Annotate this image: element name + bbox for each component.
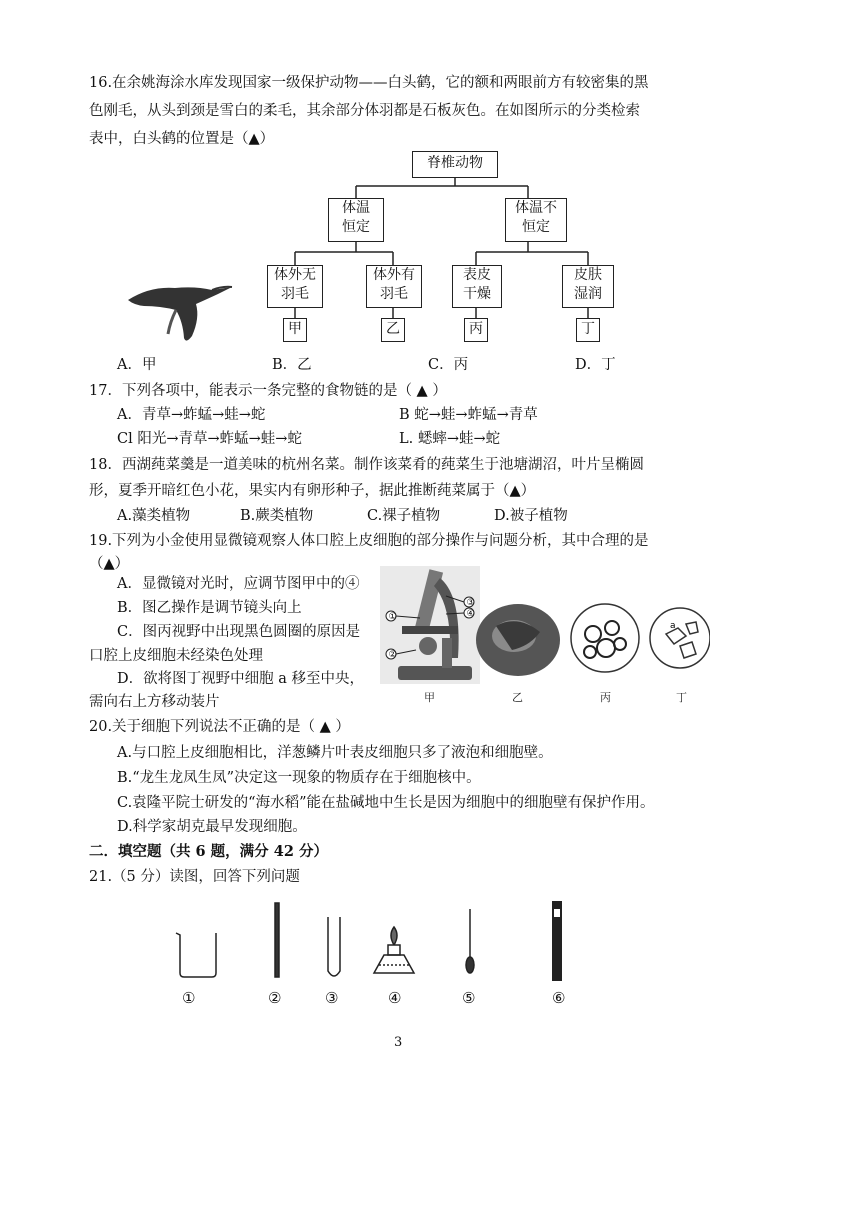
q19-option-d2: 需向右上方移动装片	[89, 694, 220, 710]
field-of-view-bing	[571, 604, 639, 672]
q21-stem: 21.（5 分）读图，回答下列问题	[89, 869, 300, 885]
label-jia: 甲	[424, 691, 435, 704]
test-tube-icon	[328, 917, 340, 976]
q19-line1: 19.下列为小金使用显微镜观察人体口腔上皮细胞的部分操作与问题分析，其中合理的是	[89, 533, 649, 549]
q18-line2: 形，夏季开暗红色小花，果实内有卵形种子，据此推断莼菜属于（▲）	[89, 483, 536, 499]
label-n1: ①	[388, 612, 397, 622]
lab-equipment-figure	[160, 895, 600, 1010]
label-1: ①	[182, 989, 196, 1007]
alcohol-lamp-icon	[374, 927, 414, 973]
field-of-view-ding	[650, 608, 710, 668]
tree-node-moist-skin: 皮肤 湿润	[562, 265, 614, 308]
q16-line1: 16.在余姚海涂水库发现国家一级保护动物——白头鹤，它的额和两眼前方有较密集的黑	[89, 75, 649, 91]
q16-option-c: C．丙	[428, 357, 469, 373]
beaker-icon	[176, 933, 216, 977]
label-cell-a: a	[670, 621, 676, 631]
page-number: 3	[394, 1035, 403, 1050]
q16-option-a: A．甲	[117, 357, 157, 373]
q19-line2: （▲）	[89, 556, 130, 572]
q20-stem: 20.关于细胞下列说法不正确的是（ ▲ ）	[89, 719, 350, 735]
label-5: ⑤	[462, 989, 476, 1007]
tree-leaf-bing: 丙	[464, 318, 488, 342]
q20-option-a: A.与口腔上皮细胞相比，洋葱鳞片叶表皮细胞只多了液泡和细胞壁。	[117, 745, 553, 761]
tree-node-no-feathers: 体外无 羽毛	[267, 265, 323, 308]
q20-option-b: B.“龙生龙凤生凤”决定这一现象的物质存在于细胞核中。	[117, 770, 481, 786]
q16-option-b: B．乙	[272, 357, 312, 373]
q18-option-d: D.被子植物	[494, 508, 568, 524]
q18-option-a: A.藻类植物	[117, 508, 191, 524]
q17-option-d: L. 蟋蟀→蛙→蛇	[399, 431, 501, 447]
test-tube-holder-icon	[552, 901, 562, 981]
glass-rod-icon	[275, 903, 279, 977]
microscope-icon	[380, 566, 480, 684]
label-n4: ④	[466, 609, 475, 619]
tree-node-warm-blooded: 体温 恒定	[328, 198, 384, 242]
q18-option-c: C.裸子植物	[367, 508, 441, 524]
microscope-figure	[380, 566, 710, 706]
tree-node-has-feathers: 体外有 羽毛	[366, 265, 422, 308]
section-heading: 二．填空题（共 6 题，满分 42 分）	[89, 843, 328, 860]
q20-option-c: C.袁隆平院士研发的“海水稻”能在盐碱地中生长是因为细胞中的细胞壁有保护作用。	[117, 795, 655, 811]
q17-option-a: A．青草→蚱蜢→蛙→蛇	[117, 407, 266, 423]
q19-option-c2: 口腔上皮细胞未经染色处理	[89, 648, 263, 664]
tree-node-cold-blooded: 体温不 恒定	[505, 198, 567, 242]
q19-option-c1: C．图丙视野中出现黑色圆圈的原因是	[117, 624, 361, 640]
q18-line1: 18．西湖莼菜羹是一道美味的杭州名菜。制作该菜肴的莼菜生于池塘湖沼，叶片呈椭圆	[89, 457, 644, 473]
q16-line2: 色刚毛，从头到颈是雪白的柔毛，其余部分体羽都是石板灰色。在如图所示的分类检索	[89, 103, 640, 119]
q16-line3: 表中，白头鹤的位置是（▲）	[89, 131, 275, 147]
q19-option-a: A．显微镜对光时，应调节图甲中的④	[117, 576, 360, 592]
tree-node-dry-skin: 表皮 干燥	[452, 265, 502, 308]
q17-option-b: B 蛇→蛙→蚱蜢→青草	[399, 407, 538, 423]
label-yi: 乙	[512, 691, 523, 704]
label-6: ⑥	[552, 989, 566, 1007]
label-n3: ③	[466, 598, 475, 608]
label-2: ②	[268, 989, 282, 1007]
q19-option-d1: D．欲将图丁视野中细胞 a 移至中央，	[117, 671, 364, 687]
label-bing: 丙	[600, 691, 611, 704]
tree-root: 脊椎动物	[412, 151, 498, 178]
crane-icon	[128, 287, 232, 341]
label-4: ④	[388, 989, 402, 1007]
q16-option-d: D．丁	[575, 357, 616, 373]
label-ding: 丁	[676, 691, 687, 704]
label-3: ③	[325, 989, 339, 1007]
q19-option-b: B．图乙操作是调节镜头向上	[117, 600, 302, 616]
medicine-spoon-icon	[466, 909, 474, 973]
classification-tree-lines	[0, 0, 861, 380]
q20-option-d: D.科学家胡克最早发现细胞。	[117, 819, 307, 835]
q17-option-c: Cl 阳光→青草→蚱蜢→蛙→蛇	[117, 431, 302, 447]
q18-option-b: B.蕨类植物	[240, 508, 314, 524]
label-n2: ②	[388, 650, 397, 660]
tree-leaf-ding: 丁	[576, 318, 600, 342]
q17-stem: 17．下列各项中，能表示一条完整的食物链的是（ ▲ ）	[89, 383, 447, 399]
tree-leaf-yi: 乙	[381, 318, 405, 342]
tree-leaf-jia: 甲	[283, 318, 307, 342]
